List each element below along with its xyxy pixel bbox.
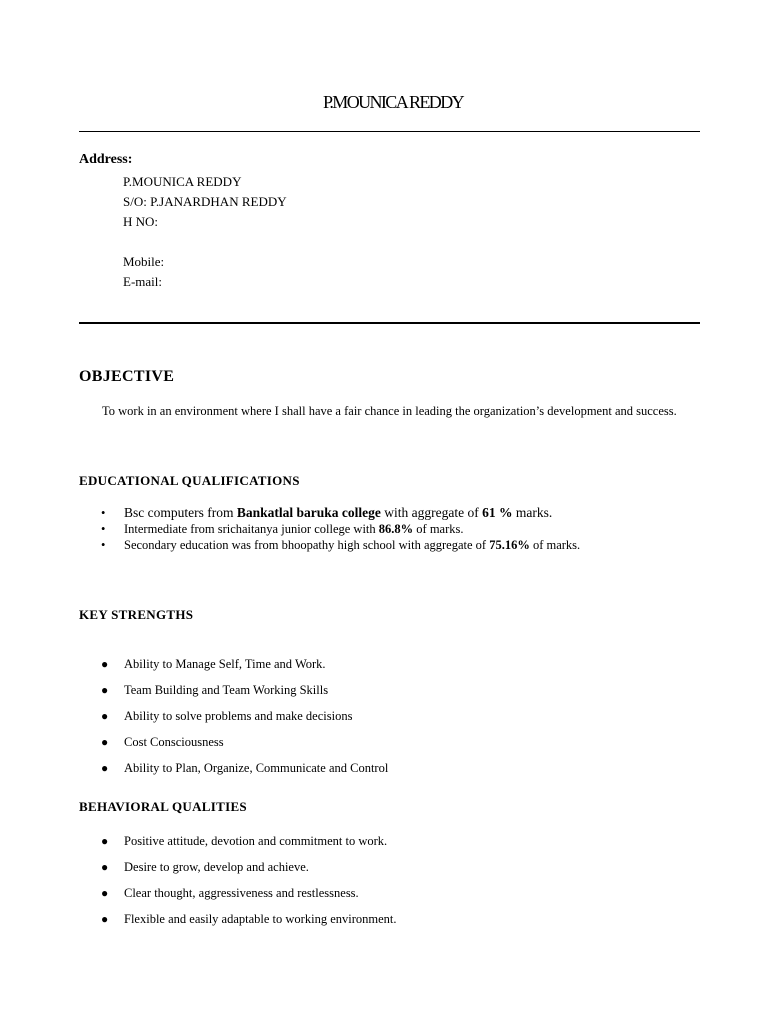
address-line-parent: S/O: P.JANARDHAN REDDY — [123, 194, 287, 209]
address-line-mobile: Mobile: — [123, 254, 165, 269]
bullet-icon: • — [101, 506, 106, 520]
list-item: ● Positive attitude, devotion and commitment to work. — [101, 834, 388, 848]
list-item: ● Team Building and Team Working Skills — [101, 683, 329, 697]
behavioral-qualities-list — [101, 833, 397, 937]
list-item: ● Ability to Plan, Organize, Communicate and Control — [101, 761, 389, 775]
address-block — [123, 172, 287, 292]
bullet-icon: • — [101, 522, 106, 536]
bullet-icon: ● — [101, 834, 109, 848]
list-item: ● Cost Consciousness — [101, 735, 224, 749]
address-line-email: E-mail: — [123, 274, 162, 289]
address-divider — [79, 322, 700, 324]
objective-text: To work in an environment where I shall have a fair chance in leading the organization’s development and success. — [102, 404, 677, 418]
address-line-house-no: H NO: — [123, 214, 159, 229]
list-item: ● Ability to Manage Self, Time and Work. — [101, 657, 326, 671]
education-list — [101, 505, 580, 553]
education-heading: EDUCATIONAL QUALIFICATIONS — [79, 473, 300, 488]
objective-heading: OBJECTIVE — [79, 368, 175, 385]
education-item-bsc: • Bsc computers from Bankatlal baruka college with aggregate of 61 % marks. — [101, 505, 553, 520]
list-item: ● Clear thought, aggressiveness and restlessness. — [101, 886, 359, 900]
behavioral-qualities-heading: BEHAVIORAL QUALITIES — [79, 799, 247, 814]
list-item: ● Desire to grow, develop and achieve. — [101, 860, 309, 874]
header-divider — [79, 131, 700, 132]
resume-name-title: P.MOUNICA REDDY — [322, 92, 464, 112]
key-strengths-list — [101, 656, 388, 786]
bullet-icon: ● — [101, 683, 109, 697]
bullet-icon: ● — [101, 657, 109, 671]
address-label: Address: — [79, 152, 133, 167]
list-item: ● Ability to solve problems and make decisions — [101, 709, 353, 723]
bullet-icon: • — [101, 538, 106, 552]
bullet-icon: ● — [101, 860, 109, 874]
list-item: ● Flexible and easily adaptable to working environment. — [101, 912, 397, 926]
bullet-icon: ● — [101, 886, 109, 900]
education-item-intermediate: • Intermediate from srichaitanya junior college with 86.8% of marks. — [101, 522, 464, 536]
bullet-icon: ● — [101, 912, 109, 926]
key-strengths-heading: KEY STRENGTHS — [79, 607, 194, 622]
education-item-secondary: • Secondary education was from bhoopathy high school with aggregate of 75.16% of marks. — [101, 538, 581, 552]
bullet-icon: ● — [101, 709, 109, 723]
address-line-name: P.MOUNICA REDDY — [123, 174, 242, 189]
bullet-icon: ● — [101, 735, 109, 749]
bullet-icon: ● — [101, 761, 109, 775]
